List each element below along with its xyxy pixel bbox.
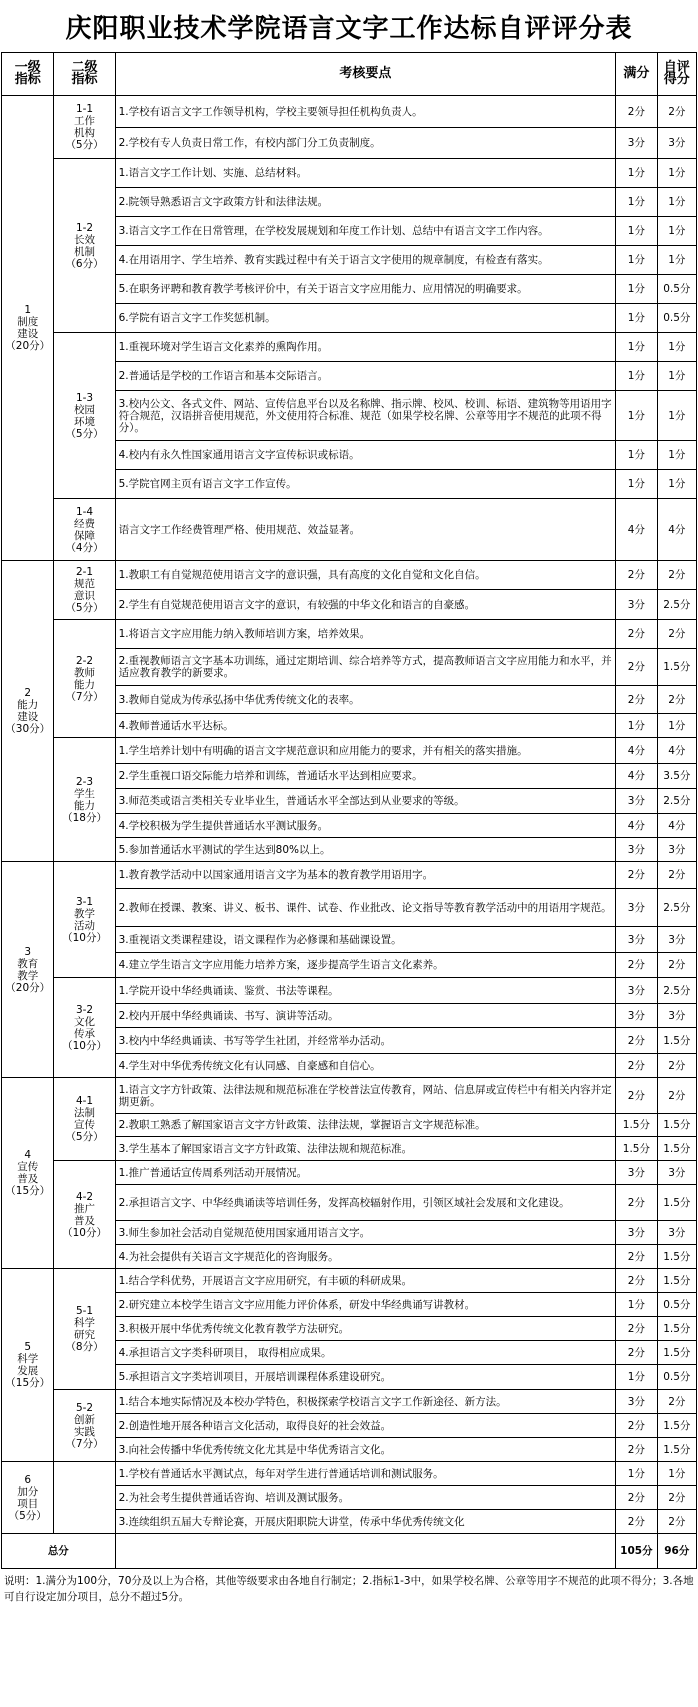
level1-indicator: 4 宣传 普及 （15分） — [2, 1078, 54, 1269]
requirement-text: 3.教师自觉成为传承弘扬中华优秀传统文化的表率。 — [115, 686, 615, 714]
full-score: 2分 — [616, 1341, 658, 1365]
header-level2: 二级 指标 — [54, 53, 115, 96]
score-table — [1, 52, 697, 1569]
requirement-text: 4.为社会提供有关语言文字规范化的咨询服务。 — [115, 1245, 615, 1269]
requirement-text: 1.将语言文字应用能力纳入教师培训方案，培养效果。 — [115, 620, 615, 649]
requirement-text: 4.学生对中华优秀传统文化有认同感、自豪感和自信心。 — [115, 1054, 615, 1078]
self-score: 1分 — [657, 441, 696, 470]
requirement-text: 5.参加普通话水平测试的学生达到80%以上。 — [115, 838, 615, 862]
self-score: 3分 — [657, 1221, 696, 1245]
full-score: 2分 — [616, 1486, 658, 1510]
requirement-text: 2.研究建立本校学生语言文字应用能力评价体系，研发中华经典诵写讲教材。 — [115, 1293, 615, 1317]
self-score: 2分 — [657, 686, 696, 714]
level1-indicator: 3 教育 教学 （20分） — [2, 862, 54, 1078]
full-score: 3分 — [616, 789, 658, 814]
full-score: 2分 — [616, 649, 658, 686]
table-row — [2, 1269, 697, 1293]
full-score: 2分 — [616, 561, 658, 590]
self-score: 2.5分 — [657, 590, 696, 620]
self-score: 1.5分 — [657, 1269, 696, 1293]
requirement-text: 2.学生有自觉规范使用语言文字的意识，有较强的中华文化和语言的自豪感。 — [115, 590, 615, 620]
full-score: 1分 — [616, 470, 658, 499]
self-score: 3分 — [657, 128, 696, 159]
level2-indicator: 3-1 教学 活动 （10分） — [54, 862, 115, 978]
requirement-text: 1.学院开设中华经典诵读、鉴赏、书法等课程。 — [115, 978, 615, 1004]
full-score: 1分 — [616, 217, 658, 246]
requirement-text: 1.教育教学活动中以国家通用语言文字为基本的教育教学用语用字。 — [115, 862, 615, 889]
requirement-text: 1.语言文字方针政策、法律法规和规范标准在学校普法宣传教育，网站、信息屏或宣传栏中有相关内容并定期更新。 — [115, 1078, 615, 1114]
level2-indicator: 1-2 长效 机制 （6分） — [54, 159, 115, 333]
full-score: 3分 — [616, 838, 658, 862]
requirement-text: 3.校内公文、各式文件、网站、宣传信息平台以及名称牌、指示牌、校风、校训、标语、建筑物等用语用字符合规范，汉语拼音使用规范，外文使用符合标准、规范（如果学校名牌、公章等用字不规范的此项不得分）。 — [115, 391, 615, 441]
requirement-text: 3.校内中华经典诵读、书写等学生社团，并经常举办活动。 — [115, 1028, 615, 1054]
header-full-score: 满分 — [616, 53, 658, 96]
full-score: 1分 — [616, 246, 658, 275]
self-score: 2分 — [657, 561, 696, 590]
full-score: 1分 — [616, 188, 658, 217]
self-score: 1.5分 — [657, 1438, 696, 1462]
header-level1: 一级 指标 — [2, 53, 54, 96]
self-score: 1.5分 — [657, 1185, 696, 1221]
requirement-text: 1.推广普通话宣传周系列活动开展情况。 — [115, 1161, 615, 1185]
full-score: 2分 — [616, 1414, 658, 1438]
requirement-text: 3.学生基本了解国家语言文字方针政策、法律法规和规范标准。 — [115, 1137, 615, 1161]
self-score: 1分 — [657, 470, 696, 499]
requirement-text: 语言文字工作经费管理严格、使用规范、效益显著。 — [115, 499, 615, 561]
level2-indicator: 5-2 创新 实践 （7分） — [54, 1390, 115, 1462]
full-score: 1分 — [616, 159, 658, 188]
self-score: 0.5分 — [657, 304, 696, 333]
table-row — [2, 1462, 697, 1486]
level2-indicator: 4-1 法制 宣传 （5分） — [54, 1078, 115, 1161]
self-score: 1分 — [657, 188, 696, 217]
requirement-text: 2.承担语言文字、中华经典诵读等培训任务，发挥高校辐射作用，引领区域社会发展和文化建设。 — [115, 1185, 615, 1221]
header-self-score: 自评 得分 — [657, 53, 696, 96]
full-score: 1分 — [616, 391, 658, 441]
table-row — [2, 620, 697, 649]
requirement-text: 2.重视教师语言文字基本功训练，通过定期培训、综合培养等方式，提高教师语言文字应用能力和水平，并适应教育教学的新要求。 — [115, 649, 615, 686]
table-row — [2, 1390, 697, 1414]
requirement-text: 3.连续组织五届大专辩论赛，开展庆阳职院大讲堂，传承中华优秀传统文化 — [115, 1510, 615, 1534]
full-score: 2分 — [616, 96, 658, 128]
total-full-score: 105分 — [616, 1534, 658, 1569]
table-body — [2, 96, 697, 1534]
full-score: 3分 — [616, 927, 658, 953]
full-score: 1.5分 — [616, 1114, 658, 1137]
total-row — [2, 1534, 697, 1569]
self-score: 1分 — [657, 333, 696, 362]
requirement-text: 1.重视环境对学生语言文化素养的熏陶作用。 — [115, 333, 615, 362]
full-score: 1分 — [616, 714, 658, 738]
full-score: 2分 — [616, 620, 658, 649]
full-score: 2分 — [616, 1028, 658, 1054]
full-score: 3分 — [616, 1221, 658, 1245]
requirement-text: 4.在用语用字、学生培养、教育实践过程中有关于语言文字使用的规章制度，有检查有落实。 — [115, 246, 615, 275]
level1-indicator: 1 制度 建设 （20分） — [2, 96, 54, 561]
level2-indicator: 3-2 文化 传承 （10分） — [54, 978, 115, 1078]
self-score: 2.5分 — [657, 889, 696, 927]
level2-indicator: 1-1 工作 机构 （5分） — [54, 96, 115, 159]
full-score: 2分 — [616, 1078, 658, 1114]
requirement-text: 2.创造性地开展各种语言文化活动，取得良好的社会效益。 — [115, 1414, 615, 1438]
requirement-text: 4.校内有永久性国家通用语言文字宣传标识或标语。 — [115, 441, 615, 470]
self-score: 2分 — [657, 1390, 696, 1414]
self-score: 1分 — [657, 391, 696, 441]
requirement-text: 1.结合本地实际情况及本校办学特色，积极探索学校语言文字工作新途径、新方法。 — [115, 1390, 615, 1414]
self-score: 2分 — [657, 862, 696, 889]
requirement-text: 5.学院官网主页有语言文字工作宣传。 — [115, 470, 615, 499]
full-score: 4分 — [616, 814, 658, 838]
self-score: 1.5分 — [657, 1245, 696, 1269]
header-requirement: 考核要点 — [115, 53, 615, 96]
full-score: 2分 — [616, 1317, 658, 1341]
requirement-text: 2.为社会考生提供普通话咨询、培训及测试服务。 — [115, 1486, 615, 1510]
full-score: 4分 — [616, 499, 658, 561]
requirement-text: 3.师范类或语言类相关专业毕业生，普通话水平全部达到从业要求的等级。 — [115, 789, 615, 814]
requirement-text: 5.承担语言文字类培训项目，开展培训课程体系建设研究。 — [115, 1365, 615, 1390]
requirement-text: 1.教职工有自觉规范使用语言文字的意识强，具有高度的文化自觉和文化自信。 — [115, 561, 615, 590]
full-score: 2分 — [616, 1185, 658, 1221]
requirement-text: 2.普通话是学校的工作语言和基本交际语言。 — [115, 362, 615, 391]
table-row — [2, 1161, 697, 1185]
self-score: 0.5分 — [657, 275, 696, 304]
level2-indicator: 2-1 规范 意识 （5分） — [54, 561, 115, 620]
table-row — [2, 1078, 697, 1114]
table-row — [2, 333, 697, 362]
requirement-text: 3.师生参加社会活动自觉规范使用国家通用语言文字。 — [115, 1221, 615, 1245]
level1-indicator: 5 科学 发展 （15分） — [2, 1269, 54, 1462]
table-header-row — [2, 53, 697, 96]
full-score: 1分 — [616, 1462, 658, 1486]
table-row — [2, 738, 697, 764]
total-spacer — [115, 1534, 615, 1569]
self-score: 2分 — [657, 1078, 696, 1114]
self-score: 2分 — [657, 1510, 696, 1534]
table-row — [2, 862, 697, 889]
requirement-text: 4.建立学生语言文字应用能力培养方案，逐步提高学生语言文化素养。 — [115, 953, 615, 978]
requirement-text: 5.在职务评聘和教育教学考核评价中，有关于语言文字应用能力、应用情况的明确要求。 — [115, 275, 615, 304]
self-score: 2分 — [657, 953, 696, 978]
full-score: 1分 — [616, 333, 658, 362]
self-score: 0.5分 — [657, 1365, 696, 1390]
full-score: 2分 — [616, 1054, 658, 1078]
table-row — [2, 499, 697, 561]
full-score: 3分 — [616, 978, 658, 1004]
self-score: 4分 — [657, 738, 696, 764]
full-score: 1分 — [616, 1365, 658, 1390]
self-score: 2.5分 — [657, 789, 696, 814]
requirement-text: 6.学院有语言文字工作奖惩机制。 — [115, 304, 615, 333]
full-score: 2分 — [616, 1245, 658, 1269]
table-row — [2, 159, 697, 188]
table-row — [2, 96, 697, 128]
requirement-text: 1.学校有语言文字工作领导机构，学校主要领导担任机构负责人。 — [115, 96, 615, 128]
self-score: 0.5分 — [657, 1293, 696, 1317]
full-score: 2分 — [616, 1438, 658, 1462]
self-score: 2分 — [657, 1486, 696, 1510]
self-score: 1.5分 — [657, 1414, 696, 1438]
page-title: 庆阳职业技术学院语言文字工作达标自评评分表 — [65, 13, 633, 44]
requirement-text: 1.学生培养计划中有明确的语言文字规范意识和应用能力的要求，并有相关的落实措施。 — [115, 738, 615, 764]
full-score: 3分 — [616, 590, 658, 620]
full-score: 2分 — [616, 1269, 658, 1293]
self-score: 3分 — [657, 1004, 696, 1028]
self-score: 2分 — [657, 96, 696, 128]
table-row — [2, 561, 697, 590]
self-score: 1.5分 — [657, 1137, 696, 1161]
full-score: 2分 — [616, 1510, 658, 1534]
level1-indicator: 6 加分 项目 （5分） — [2, 1462, 54, 1534]
level2-indicator: 2-2 教师 能力 （7分） — [54, 620, 115, 738]
total-self-score: 96分 — [657, 1534, 696, 1569]
full-score: 1分 — [616, 275, 658, 304]
self-score: 1.5分 — [657, 1028, 696, 1054]
total-label: 总分 — [2, 1534, 116, 1569]
self-score: 3分 — [657, 1161, 696, 1185]
full-score: 2分 — [616, 686, 658, 714]
full-score: 4分 — [616, 764, 658, 789]
full-score: 1分 — [616, 1293, 658, 1317]
requirement-text: 3.积极开展中华优秀传统文化教育教学方法研究。 — [115, 1317, 615, 1341]
self-score: 3分 — [657, 838, 696, 862]
full-score: 1分 — [616, 304, 658, 333]
level2-indicator — [54, 1462, 115, 1534]
level1-indicator: 2 能力 建设 （30分） — [2, 561, 54, 862]
level2-indicator: 4-2 推广 普及 （10分） — [54, 1161, 115, 1269]
full-score: 1分 — [616, 441, 658, 470]
full-score: 1.5分 — [616, 1137, 658, 1161]
self-score: 1分 — [657, 714, 696, 738]
requirement-text: 4.教师普通话水平达标。 — [115, 714, 615, 738]
requirement-text: 4.承担语言文字类科研项目， 取得相应成果。 — [115, 1341, 615, 1365]
requirement-text: 2.学生重视口语交际能力培养和训练，普通话水平达到相应要求。 — [115, 764, 615, 789]
requirement-text: 2.教职工熟悉了解国家语言文字方针政策、法律法规，掌握语言文字规范标准。 — [115, 1114, 615, 1137]
level2-indicator: 1-3 校园 环境 （5分） — [54, 333, 115, 499]
self-score: 1分 — [657, 159, 696, 188]
footnote: 说明：1.满分为100分，70分及以上为合格，其他等级要求由各地自行制定；2.指标1-3中，如果学校名牌、公章等用字不规范的此项不得分；3.各地可自行设定加分项目，总分不超过5分。 — [4, 1575, 694, 1603]
full-score: 1分 — [616, 362, 658, 391]
table-row — [2, 978, 697, 1004]
requirement-text: 2.院领导熟悉语言文字政策方针和法律法规。 — [115, 188, 615, 217]
level2-indicator: 1-4 经费 保障 （4分） — [54, 499, 115, 561]
self-score: 1分 — [657, 246, 696, 275]
full-score: 3分 — [616, 1161, 658, 1185]
full-score: 4分 — [616, 738, 658, 764]
requirement-text: 1.语言文字工作计划、实施、总结材料。 — [115, 159, 615, 188]
requirement-text: 2.学校有专人负责日常工作，有校内部门分工负责制度。 — [115, 128, 615, 159]
self-score: 3.5分 — [657, 764, 696, 789]
self-score: 2.5分 — [657, 978, 696, 1004]
self-score: 1分 — [657, 362, 696, 391]
self-score: 1.5分 — [657, 1341, 696, 1365]
requirement-text: 2.校内开展中华经典诵读、书写、演讲等活动。 — [115, 1004, 615, 1028]
full-score: 2分 — [616, 953, 658, 978]
self-score: 2分 — [657, 620, 696, 649]
requirement-text: 3.重视语文类课程建设，语文课程作为必修课和基础课设置。 — [115, 927, 615, 953]
level2-indicator: 2-3 学生 能力 （18分） — [54, 738, 115, 862]
self-score: 4分 — [657, 814, 696, 838]
self-score: 4分 — [657, 499, 696, 561]
requirement-text: 1.结合学科优势，开展语言文字应用研究，有丰硕的科研成果。 — [115, 1269, 615, 1293]
self-score: 3分 — [657, 927, 696, 953]
full-score: 3分 — [616, 128, 658, 159]
self-score: 1分 — [657, 217, 696, 246]
self-score: 1.5分 — [657, 1317, 696, 1341]
requirement-text: 3.向社会传播中华优秀传统文化尤其是中华优秀语言文化。 — [115, 1438, 615, 1462]
self-score: 1.5分 — [657, 649, 696, 686]
self-score: 1分 — [657, 1462, 696, 1486]
full-score: 3分 — [616, 1390, 658, 1414]
self-score: 2分 — [657, 1054, 696, 1078]
self-score: 1.5分 — [657, 1114, 696, 1137]
requirement-text: 3.语言文字工作在日常管理，在学校发展规划和年度工作计划、总结中有语言文字工作内容。 — [115, 217, 615, 246]
requirement-text: 1.学校有普通话水平测试点，每年对学生进行普通话培训和测试服务。 — [115, 1462, 615, 1486]
requirement-text: 2.教师在授课、教案、讲义、板书、课件、试卷、作业批改、论文指导等教育教学活动中的用语用字规范。 — [115, 889, 615, 927]
full-score: 2分 — [616, 862, 658, 889]
full-score: 3分 — [616, 889, 658, 927]
requirement-text: 4.学校积极为学生提供普通话水平测试服务。 — [115, 814, 615, 838]
full-score: 3分 — [616, 1004, 658, 1028]
level2-indicator: 5-1 科学 研究 （8分） — [54, 1269, 115, 1390]
